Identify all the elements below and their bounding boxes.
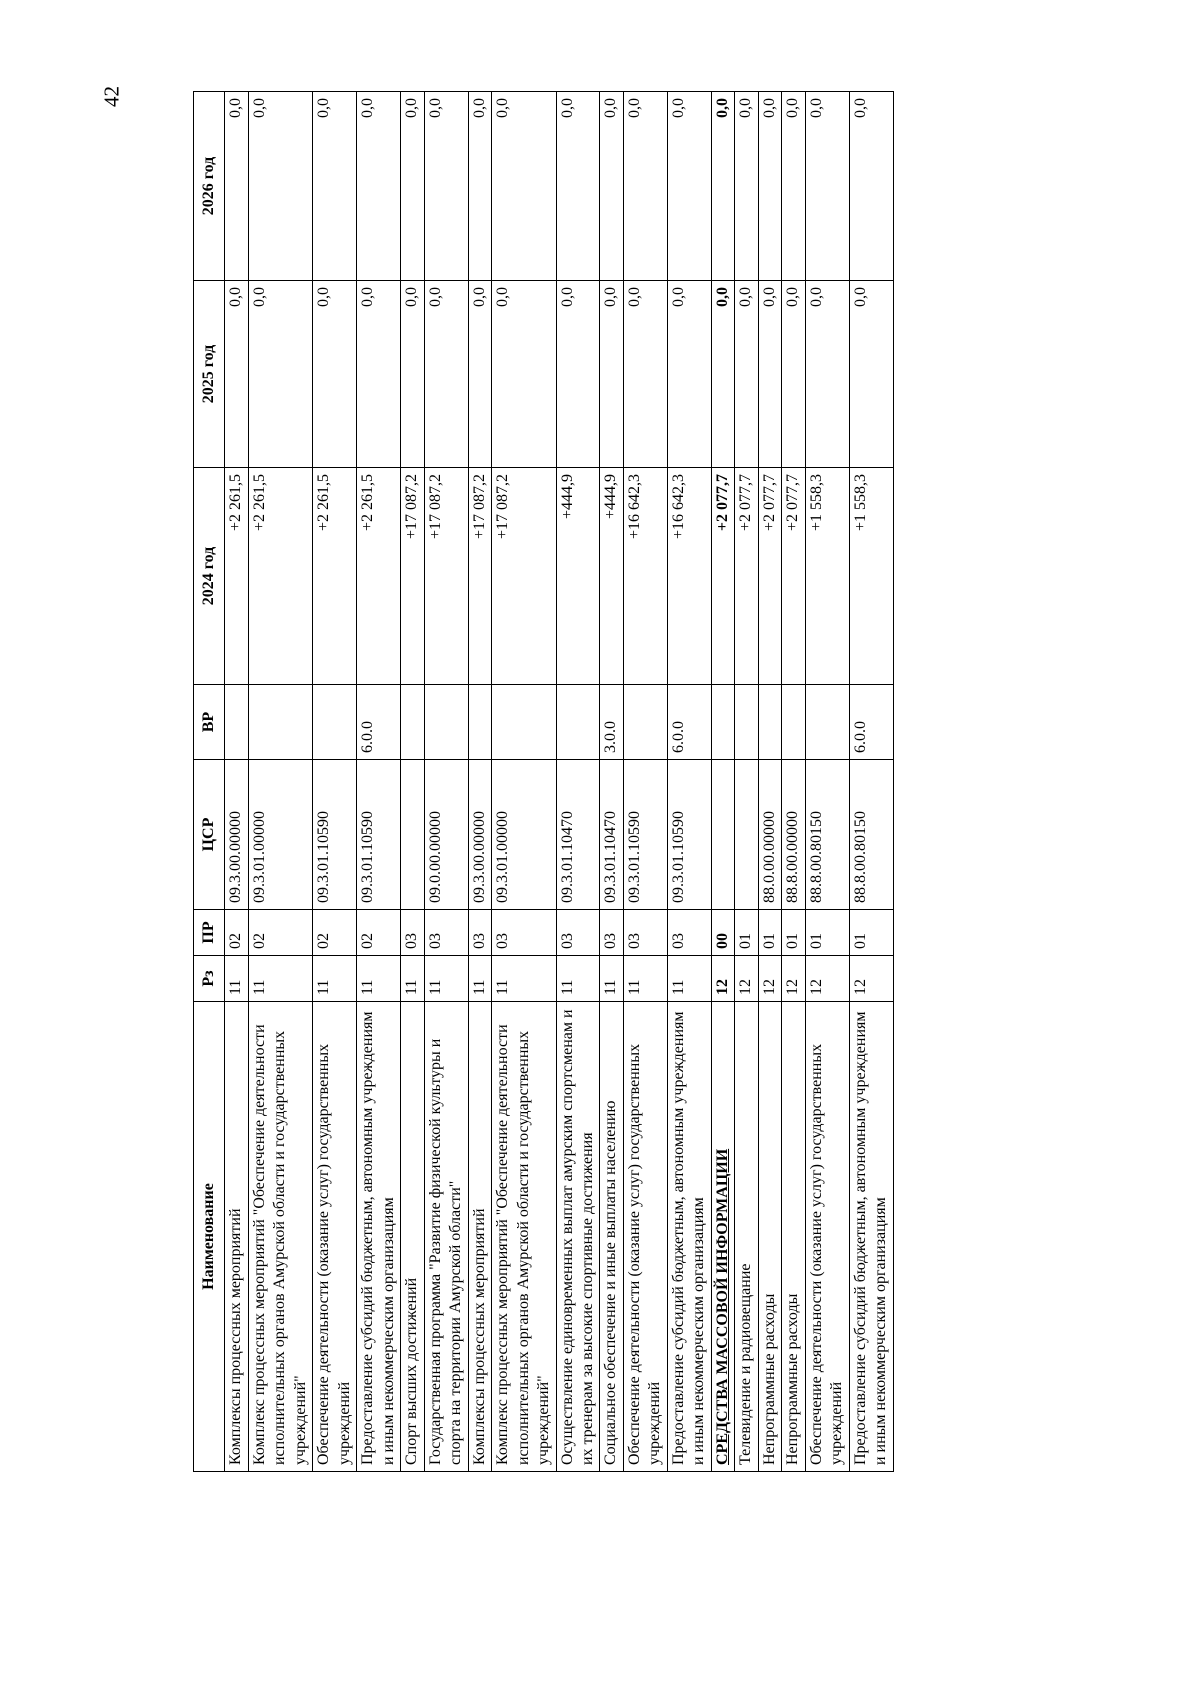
table-row [492, 92, 556, 1472]
cell-pr: 01 [849, 910, 893, 956]
cell-pr: 01 [758, 910, 781, 956]
cell-name: Социальное обеспечение и иные выплаты населению [600, 1002, 623, 1472]
cell-csr: 09.3.01.10470 [600, 760, 623, 910]
table-row [805, 92, 849, 1472]
cell-csr: 09.3.01.10470 [556, 760, 600, 910]
cell-pr: 02 [225, 910, 248, 956]
cell-vr [623, 685, 667, 760]
cell-y2024: +444,9 [600, 468, 623, 685]
cell-y2024: +17 087,2 [424, 468, 468, 685]
cell-name: СРЕДСТВА МАССОВОЙ ИНФОРМАЦИИ [711, 1002, 734, 1472]
table-row [667, 92, 711, 1472]
cell-y2026: 0,0 [758, 92, 781, 281]
cell-y2026: 0,0 [735, 92, 758, 281]
cell-rz: 11 [424, 956, 468, 1002]
col-header-2024: 2024 год [194, 468, 225, 685]
cell-csr: 88.8.00.00000 [782, 760, 805, 910]
cell-name: Осуществление единовременных выплат амурским спортсменам и их тренерам за высокие спортивные достижения [556, 1002, 600, 1472]
cell-pr: 02 [313, 910, 357, 956]
cell-csr: 88.8.00.80150 [805, 760, 849, 910]
cell-y2026: 0,0 [468, 92, 491, 281]
cell-csr [401, 760, 424, 910]
cell-name: Государственная программа "Развитие физической культуры и спорта на территории Амурской области" [424, 1002, 468, 1472]
cell-csr: 09.3.00.00000 [225, 760, 248, 910]
cell-vr [313, 685, 357, 760]
cell-y2025: 0,0 [225, 281, 248, 468]
table-row [735, 92, 758, 1472]
cell-pr: 03 [401, 910, 424, 956]
cell-rz: 11 [225, 956, 248, 1002]
cell-vr: 6.0.0 [849, 685, 893, 760]
cell-csr: 09.3.01.10590 [623, 760, 667, 910]
col-header-rz: Рз [194, 956, 225, 1002]
cell-y2024: +1 558,3 [805, 468, 849, 685]
col-header-pr: ПР [194, 910, 225, 956]
table-row [468, 92, 491, 1472]
cell-y2026: 0,0 [711, 92, 734, 281]
col-header-name: Наименование [194, 1002, 225, 1472]
cell-name: Комплексы процессных мероприятий [225, 1002, 248, 1472]
cell-pr: 03 [424, 910, 468, 956]
col-header-2025: 2025 год [194, 281, 225, 468]
cell-rz: 11 [313, 956, 357, 1002]
cell-vr [805, 685, 849, 760]
cell-csr: 88.0.00.00000 [758, 760, 781, 910]
cell-vr [492, 685, 556, 760]
cell-vr [225, 685, 248, 760]
cell-rz: 11 [468, 956, 491, 1002]
cell-name: Предоставление субсидий бюджетным, автономным учреждениям и иным некоммерческим организациям [849, 1002, 893, 1472]
table-row [758, 92, 781, 1472]
cell-y2024: +16 642,3 [667, 468, 711, 685]
table-row [711, 92, 734, 1472]
cell-rz: 11 [401, 956, 424, 1002]
cell-name: Обеспечение деятельности (оказание услуг) государственных учреждений [805, 1002, 849, 1472]
cell-pr: 00 [711, 910, 734, 956]
cell-y2025: 0,0 [424, 281, 468, 468]
cell-y2024: +2 261,5 [248, 468, 312, 685]
cell-y2025: 0,0 [556, 281, 600, 468]
cell-y2025: 0,0 [357, 281, 401, 468]
cell-rz: 11 [357, 956, 401, 1002]
cell-pr: 03 [667, 910, 711, 956]
cell-vr [758, 685, 781, 760]
cell-name: Комплекс процессных мероприятий "Обеспечение деятельности исполнительных органов Амурской области и государственных учреждений" [248, 1002, 312, 1472]
cell-csr: 09.3.01.10590 [667, 760, 711, 910]
col-header-2026: 2026 год [194, 92, 225, 281]
table-row [782, 92, 805, 1472]
table-body [225, 92, 893, 1472]
cell-y2024: +2 077,7 [758, 468, 781, 685]
table-row [401, 92, 424, 1472]
cell-csr: 88.8.00.80150 [849, 760, 893, 910]
cell-vr [424, 685, 468, 760]
cell-y2024: +444,9 [556, 468, 600, 685]
cell-rz: 12 [782, 956, 805, 1002]
table-row [556, 92, 600, 1472]
cell-vr: 6.0.0 [667, 685, 711, 760]
table-row [600, 92, 623, 1472]
cell-vr [556, 685, 600, 760]
cell-y2025: 0,0 [492, 281, 556, 468]
cell-vr [735, 685, 758, 760]
cell-y2024: +2 077,7 [711, 468, 734, 685]
cell-y2024: +2 077,7 [782, 468, 805, 685]
cell-y2026: 0,0 [623, 92, 667, 281]
cell-rz: 11 [556, 956, 600, 1002]
cell-y2026: 0,0 [357, 92, 401, 281]
cell-y2025: 0,0 [782, 281, 805, 468]
cell-y2026: 0,0 [556, 92, 600, 281]
cell-pr: 01 [735, 910, 758, 956]
cell-y2024: +17 087,2 [468, 468, 491, 685]
table-row [225, 92, 248, 1472]
cell-y2025: 0,0 [805, 281, 849, 468]
cell-y2025: 0,0 [667, 281, 711, 468]
cell-y2026: 0,0 [667, 92, 711, 281]
cell-y2026: 0,0 [492, 92, 556, 281]
cell-vr: 3.0.0 [600, 685, 623, 760]
cell-pr: 03 [556, 910, 600, 956]
cell-rz: 12 [711, 956, 734, 1002]
cell-name: Непрограммные расходы [758, 1002, 781, 1472]
cell-csr [735, 760, 758, 910]
cell-name: Обеспечение деятельности (оказание услуг) государственных учреждений [623, 1002, 667, 1472]
cell-y2024: +17 087,2 [492, 468, 556, 685]
cell-pr: 01 [805, 910, 849, 956]
cell-name: Комплекс процессных мероприятий "Обеспечение деятельности исполнительных органов Амурской области и государственных учреждений" [492, 1002, 556, 1472]
table-row [313, 92, 357, 1472]
cell-rz: 12 [758, 956, 781, 1002]
cell-y2024: +2 077,7 [735, 468, 758, 685]
cell-pr: 03 [600, 910, 623, 956]
cell-csr [711, 760, 734, 910]
table-row [424, 92, 468, 1472]
cell-rz: 11 [600, 956, 623, 1002]
table-header-row [194, 92, 225, 1472]
cell-name: Предоставление субсидий бюджетным, автономным учреждениям и иным некоммерческим организациям [357, 1002, 401, 1472]
cell-y2024: +2 261,5 [313, 468, 357, 685]
cell-vr [248, 685, 312, 760]
cell-vr [401, 685, 424, 760]
cell-y2026: 0,0 [401, 92, 424, 281]
cell-rz: 12 [849, 956, 893, 1002]
cell-csr: 09.3.00.00000 [468, 760, 491, 910]
cell-vr [711, 685, 734, 760]
cell-y2025: 0,0 [468, 281, 491, 468]
col-header-csr: ЦСР [194, 760, 225, 910]
cell-y2025: 0,0 [735, 281, 758, 468]
cell-y2026: 0,0 [248, 92, 312, 281]
cell-rz: 12 [805, 956, 849, 1002]
cell-name: Телевидение и радиовещание [735, 1002, 758, 1472]
cell-pr: 02 [357, 910, 401, 956]
cell-vr [782, 685, 805, 760]
cell-y2025: 0,0 [849, 281, 893, 468]
cell-y2026: 0,0 [782, 92, 805, 281]
cell-rz: 11 [623, 956, 667, 1002]
cell-csr: 09.0.00.00000 [424, 760, 468, 910]
budget-table-rotated [193, 92, 1043, 1472]
table-row [623, 92, 667, 1472]
cell-vr [468, 685, 491, 760]
page-number: 42 [99, 86, 124, 107]
budget-table [193, 91, 894, 1472]
cell-pr: 03 [492, 910, 556, 956]
cell-rz: 11 [248, 956, 312, 1002]
cell-name: Непрограммные расходы [782, 1002, 805, 1472]
cell-y2025: 0,0 [758, 281, 781, 468]
cell-y2025: 0,0 [711, 281, 734, 468]
cell-y2025: 0,0 [600, 281, 623, 468]
cell-y2024: +17 087,2 [401, 468, 424, 685]
cell-csr: 09.3.01.00000 [492, 760, 556, 910]
cell-y2026: 0,0 [424, 92, 468, 281]
cell-y2025: 0,0 [623, 281, 667, 468]
cell-y2025: 0,0 [313, 281, 357, 468]
table-row [248, 92, 312, 1472]
cell-name: Обеспечение деятельности (оказание услуг) государственных учреждений [313, 1002, 357, 1472]
cell-pr: 02 [248, 910, 312, 956]
cell-y2026: 0,0 [805, 92, 849, 281]
cell-vr: 6.0.0 [357, 685, 401, 760]
cell-name: Спорт высших достижений [401, 1002, 424, 1472]
cell-pr: 01 [782, 910, 805, 956]
cell-pr: 03 [468, 910, 491, 956]
cell-csr: 09.3.01.00000 [248, 760, 312, 910]
cell-y2024: +1 558,3 [849, 468, 893, 685]
cell-y2024: +2 261,5 [225, 468, 248, 685]
cell-y2026: 0,0 [600, 92, 623, 281]
cell-name: Комплексы процессных мероприятий [468, 1002, 491, 1472]
col-header-vr: ВР [194, 685, 225, 760]
table-row [849, 92, 893, 1472]
cell-y2025: 0,0 [248, 281, 312, 468]
cell-y2024: +2 261,5 [357, 468, 401, 685]
cell-pr: 03 [623, 910, 667, 956]
cell-y2026: 0,0 [313, 92, 357, 281]
cell-csr: 09.3.01.10590 [313, 760, 357, 910]
cell-name: Предоставление субсидий бюджетным, автономным учреждениям и иным некоммерческим организациям [667, 1002, 711, 1472]
cell-y2025: 0,0 [401, 281, 424, 468]
table-row [357, 92, 401, 1472]
cell-csr: 09.3.01.10590 [357, 760, 401, 910]
cell-rz: 11 [667, 956, 711, 1002]
cell-rz: 12 [735, 956, 758, 1002]
cell-y2026: 0,0 [849, 92, 893, 281]
cell-y2026: 0,0 [225, 92, 248, 281]
cell-y2024: +16 642,3 [623, 468, 667, 685]
cell-rz: 11 [492, 956, 556, 1002]
